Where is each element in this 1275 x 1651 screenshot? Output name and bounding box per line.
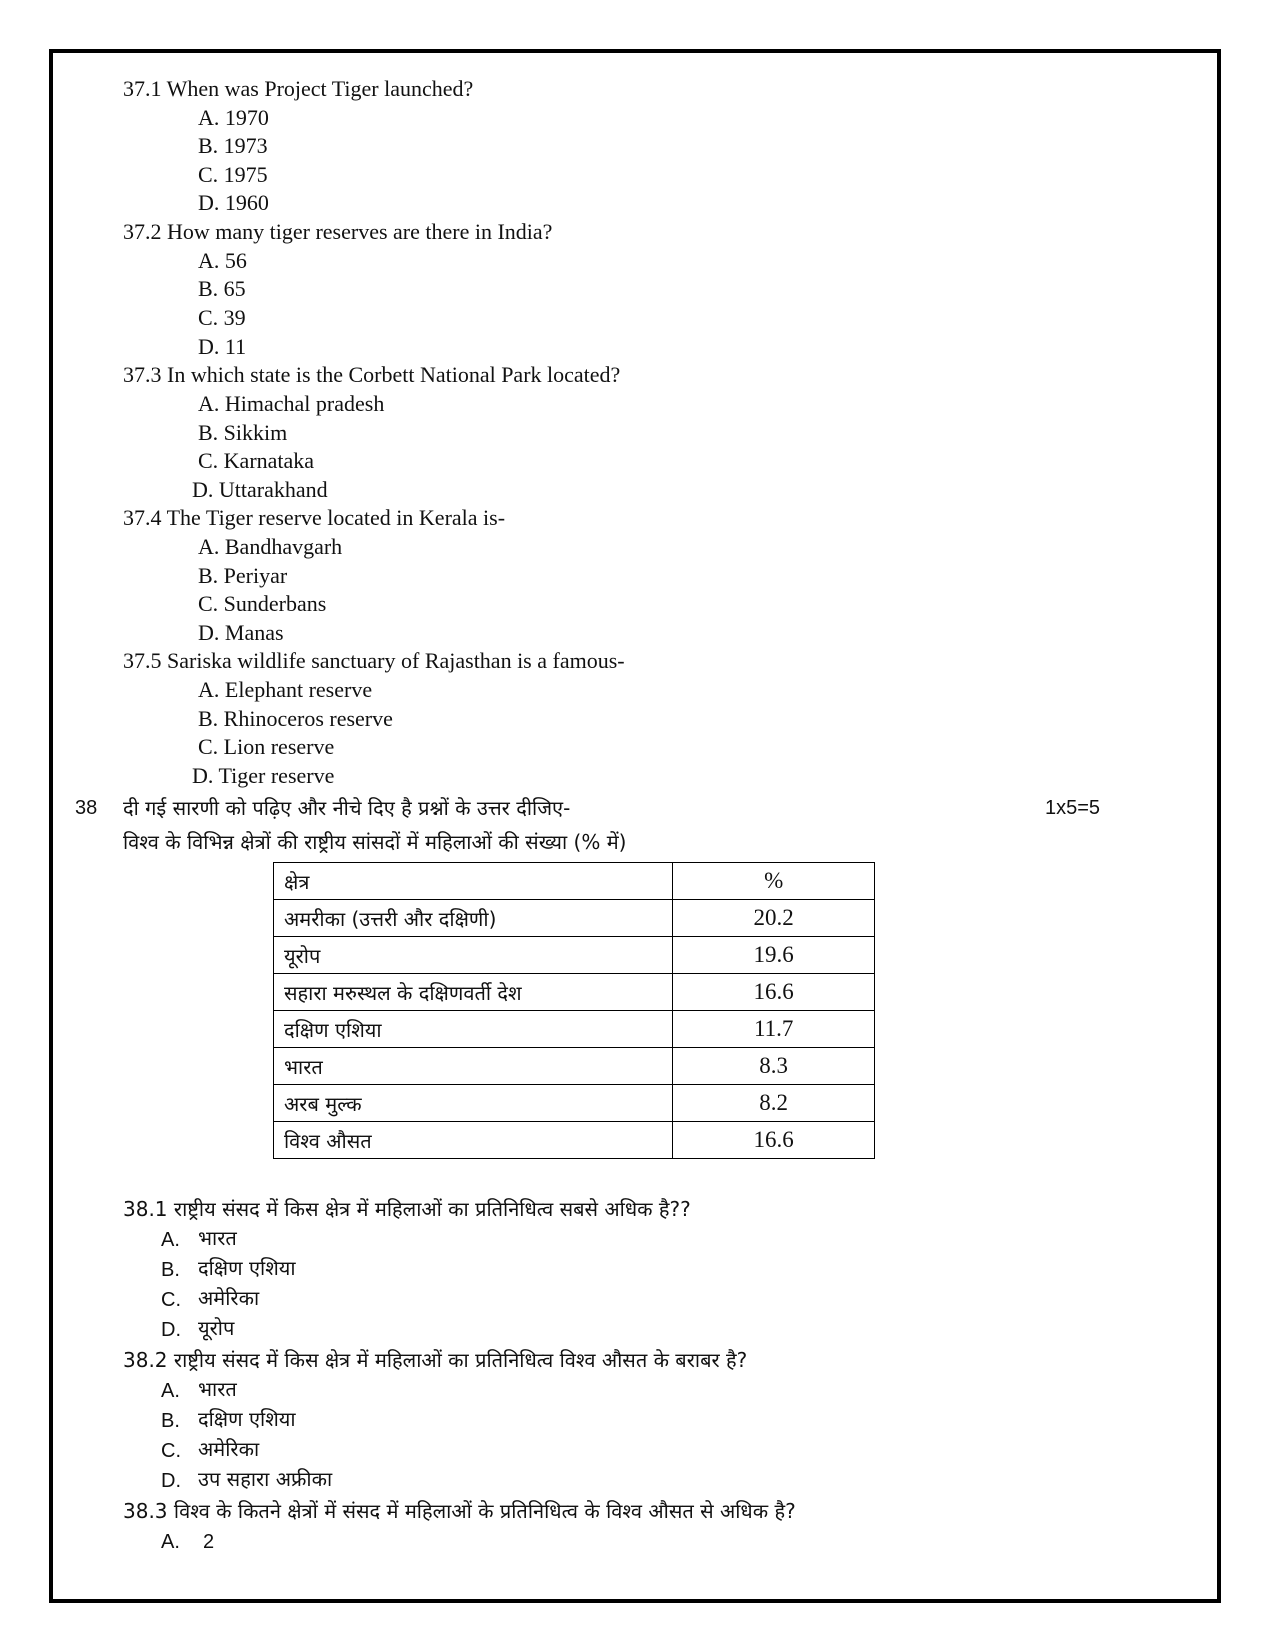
question-38-instruction: दी गई सारणी को पढ़िए और नीचे दिए है प्रश्नों के उत्तर दीजिए- (123, 796, 571, 820)
question-38-2: 38.2 राष्ट्रीय संसद में किस क्षेत्र में महिलाओं का प्रतिनिधित्व विश्व औसत के बराबर है? (123, 1348, 748, 1372)
option-letter: D. (161, 1470, 181, 1492)
option-letter: A. (161, 1531, 180, 1553)
option: C. Lion reserve (198, 734, 335, 759)
table-row (274, 1085, 875, 1122)
table-cell: 8.2 (673, 1085, 875, 1122)
option: D. 11 (198, 334, 247, 359)
table-cell: सहारा मरुस्थल के दक्षिणवर्ती देश (274, 974, 673, 1011)
table-cell: 8.3 (673, 1048, 875, 1085)
table-cell: दक्षिण एशिया (274, 1011, 673, 1048)
option: B. Sikkim (198, 420, 288, 445)
question-37-4: 37.4 The Tiger reserve located in Kerala is- (123, 505, 506, 530)
table-cell: 16.6 (673, 974, 875, 1011)
option-letter: B. (161, 1259, 180, 1281)
table-row (274, 1011, 875, 1048)
option-letter: C. (161, 1440, 181, 1462)
option: B. Rhinoceros reserve (198, 706, 393, 731)
table-cell: 19.6 (673, 937, 875, 974)
table-row (274, 1122, 875, 1159)
option-text: भारत (198, 1377, 237, 1401)
table-cell: भारत (274, 1048, 673, 1085)
table-cell: अमरीका (उत्तरी और दक्षिणी) (274, 900, 673, 937)
table-header: % (673, 863, 875, 900)
option: D. Tiger reserve (192, 763, 335, 788)
option-text: अमेरिका (198, 1286, 260, 1310)
option: C. 1975 (198, 162, 268, 187)
marks-label: 1x5=5 (1045, 797, 1101, 819)
option: A. Bandhavgarh (198, 534, 343, 559)
question-37-3: 37.3 In which state is the Corbett National Park located? (123, 362, 621, 387)
option: A. Himachal pradesh (198, 391, 385, 416)
option: B. Periyar (198, 563, 288, 588)
table-cell: यूरोप (274, 937, 673, 974)
table-row (274, 900, 875, 937)
option-letter: D. (161, 1319, 181, 1341)
option-text: दक्षिण एशिया (198, 1256, 296, 1280)
option-letter: B. (161, 1410, 180, 1432)
option-letter: A. (161, 1380, 180, 1402)
option: A. 56 (198, 248, 247, 273)
option: D. Manas (198, 620, 284, 645)
option-text: भारत (198, 1226, 237, 1250)
option: C. 39 (198, 305, 246, 330)
option-text: यूरोप (198, 1316, 235, 1340)
option-text: उप सहारा अफ्रीका (198, 1467, 333, 1491)
option: D. Uttarakhand (192, 477, 328, 502)
table-row (274, 1048, 875, 1085)
question-number-38: 38 (75, 797, 98, 819)
option-text: 2 (203, 1531, 215, 1553)
question-37-5: 37.5 Sariska wildlife sanctuary of Rajasthan is a famous- (123, 648, 625, 673)
option-letter: C. (161, 1289, 181, 1311)
option: A. Elephant reserve (198, 677, 373, 702)
question-37-2: 37.2 How many tiger reserves are there in India? (123, 219, 553, 244)
table-title: विश्व के विभिन्न क्षेत्रों की राष्ट्रीय सांसदों में महिलाओं की संख्या (% में) (123, 830, 627, 854)
data-table (273, 862, 875, 1159)
option-text: दक्षिण एशिया (198, 1407, 296, 1431)
table-row (274, 974, 875, 1011)
option: D. 1960 (198, 190, 269, 215)
option: C. Karnataka (198, 448, 315, 473)
question-38-1: 38.1 राष्ट्रीय संसद में किस क्षेत्र में महिलाओं का प्रतिनिधित्व सबसे अधिक है?? (123, 1197, 691, 1221)
option: C. Sunderbans (198, 591, 327, 616)
table-header-row (274, 863, 875, 900)
question-38-3: 38.3 विश्व के कितने क्षेत्रों में संसद में महिलाओं के प्रतिनिधित्व के विश्व औसत से अधिक है? (123, 1499, 796, 1523)
table-cell: अरब मुल्क (274, 1085, 673, 1122)
table-row (274, 937, 875, 974)
question-37-1: 37.1 When was Project Tiger launched? (123, 76, 474, 101)
option: A. 1970 (198, 105, 269, 130)
option-letter: A. (161, 1229, 180, 1251)
table-cell: 16.6 (673, 1122, 875, 1159)
option: B. 1973 (198, 133, 268, 158)
option-text: अमेरिका (198, 1437, 260, 1461)
table-cell: विश्व औसत (274, 1122, 673, 1159)
option: B. 65 (198, 276, 246, 301)
table-cell: 11.7 (673, 1011, 875, 1048)
table-header: क्षेत्र (274, 863, 673, 900)
table-cell: 20.2 (673, 900, 875, 937)
